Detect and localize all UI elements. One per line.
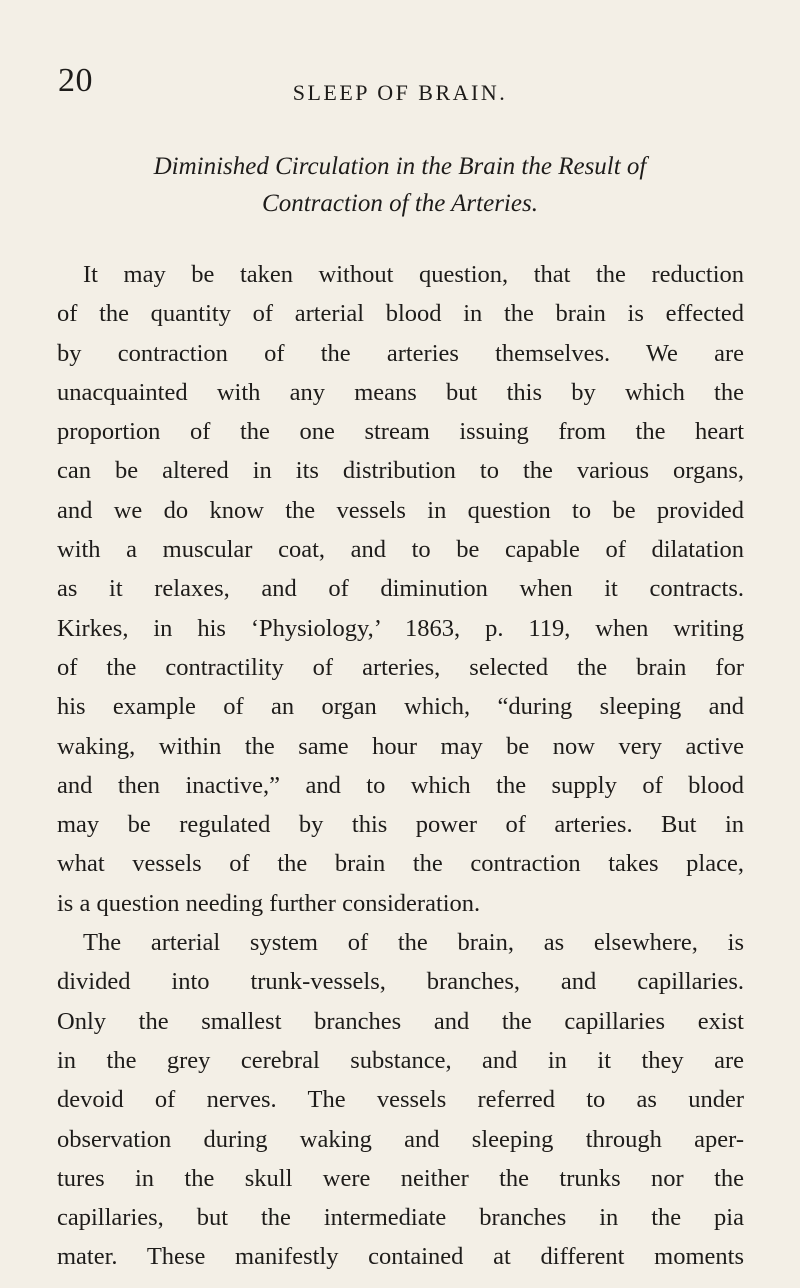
text-line: unacquainted with any means but this by which the: [57, 378, 744, 406]
text-line: proportion of the one stream issuing from the heart: [57, 418, 744, 446]
text-line: with a muscular coat, and to be capable of dilatation: [57, 536, 744, 564]
text-line: and then inactive,” and to which the supply of blood: [57, 771, 744, 799]
text-line: It may be taken without question, that the reduction: [83, 261, 744, 288]
text-line: observation during waking and sleeping through aper-: [57, 1125, 744, 1153]
text-line: divided into trunk-vessels, branches, and capillaries.: [57, 968, 744, 996]
body-text: [57, 255, 744, 1277]
text-line: in the grey cerebral substance, and in it they are: [57, 1046, 744, 1074]
text-line: Kirkes, in his ‘Physiology,’ 1863, p. 119, when writing: [57, 614, 744, 642]
text-line: of the quantity of arterial blood in the brain is effected: [57, 300, 744, 328]
text-line: of the contractility of arteries, selected the brain for: [57, 653, 744, 681]
text-line: is a question needing further consideration.: [57, 889, 481, 917]
text-line: and we do know the vessels in question to be provided: [57, 496, 744, 524]
text-line: his example of an organ which, “during sleeping and: [57, 693, 744, 721]
text-line: by contraction of the arteries themselves. We are: [57, 339, 744, 367]
running-head: SLEEP OF BRAIN.: [292, 80, 508, 105]
text-line: may be regulated by this power of arteries. But in: [57, 811, 744, 839]
text-line: mater. These manifestly contained at different moments: [57, 1243, 744, 1271]
text-line: Only the smallest branches and the capillaries exist: [57, 1007, 744, 1035]
text-line: can be altered in its distribution to the various organs,: [57, 457, 744, 485]
text-line: The arterial system of the brain, as elsewhere, is: [83, 929, 744, 957]
text-line: devoid of nerves. The vessels referred to as under: [57, 1086, 744, 1114]
section-heading: [70, 148, 730, 222]
text-line: as it relaxes, and of diminution when it contracts.: [57, 575, 744, 603]
text-line: what vessels of the brain the contraction takes place,: [57, 850, 744, 878]
page-number: 20: [58, 62, 93, 99]
text-line: capillaries, but the intermediate branches in the pia: [57, 1204, 744, 1232]
section-heading-line: Diminished Circulation in the Brain the Result of: [153, 153, 647, 180]
text-line: waking, within the same hour may be now very active: [57, 732, 744, 760]
text-line: tures in the skull were neither the trunks nor the: [57, 1164, 744, 1192]
section-heading-line: Contraction of the Arteries.: [262, 190, 538, 217]
